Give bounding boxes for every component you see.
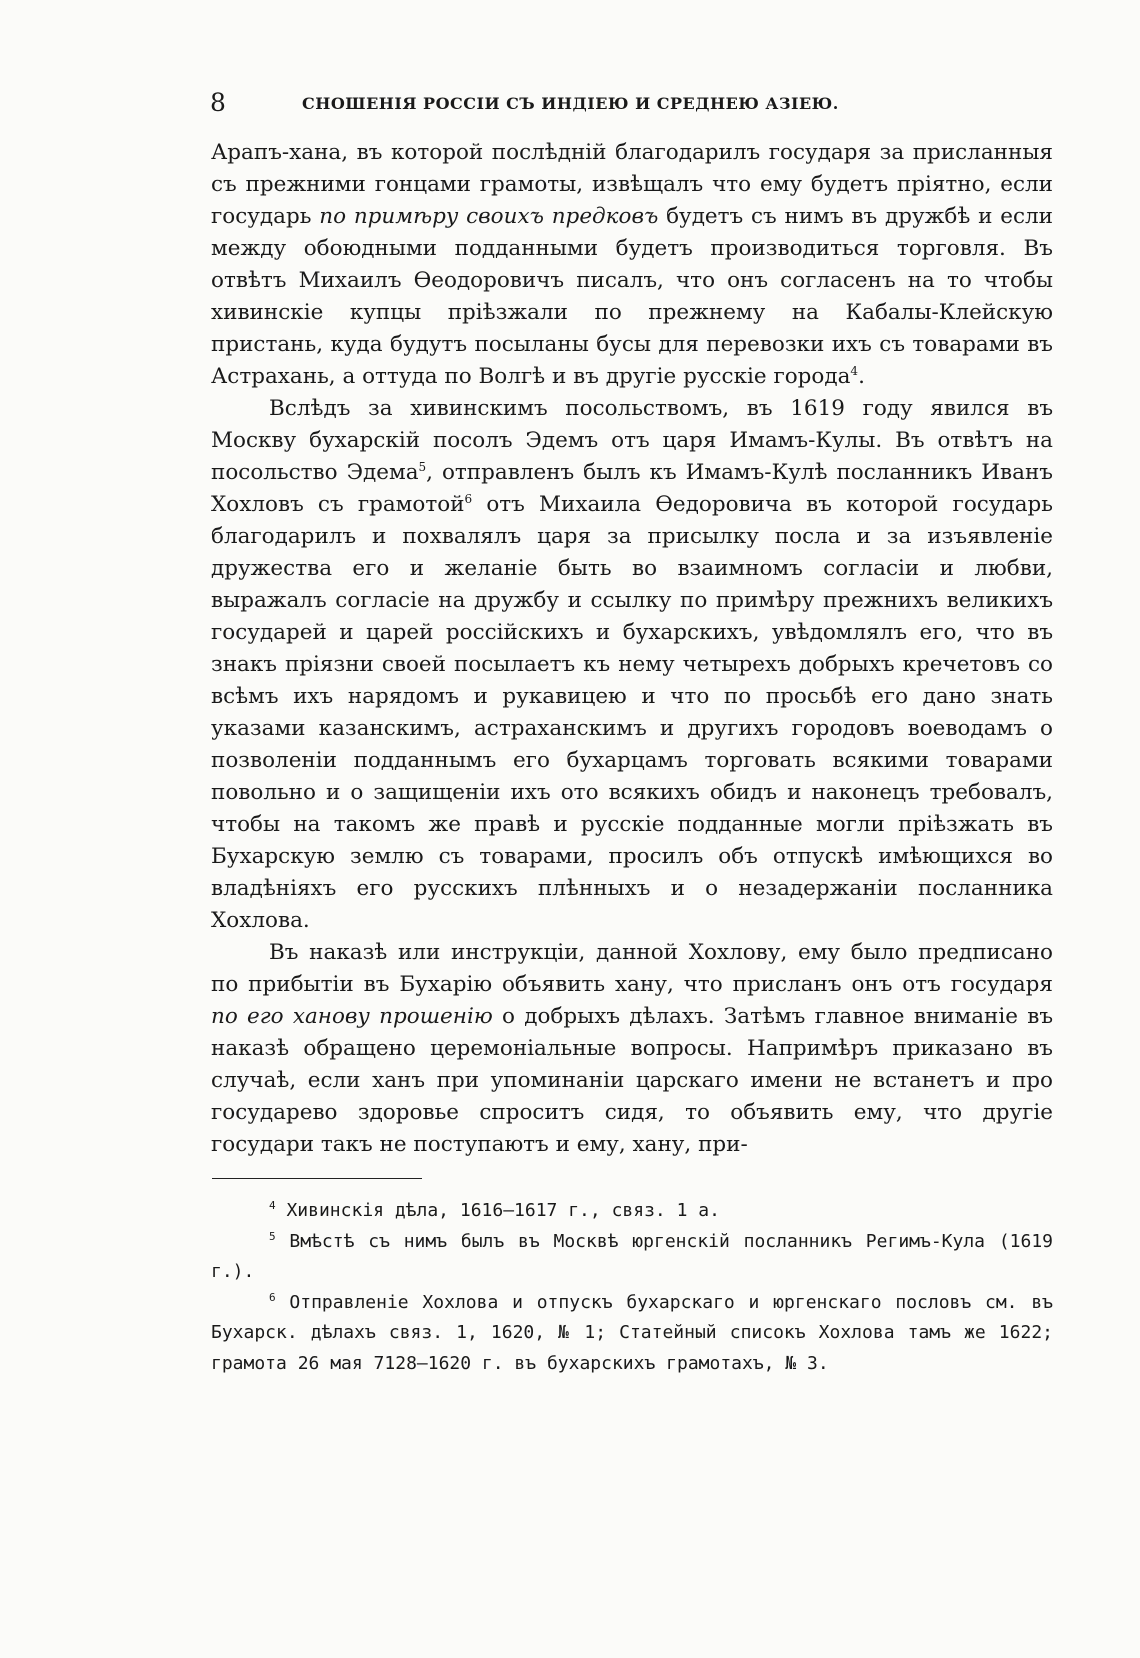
running-title: СНОШЕНІЯ РОССІИ СЪ ИНДІЕЮ И СРЕДНЕЮ АЗІЕЮ. bbox=[302, 94, 839, 113]
text-run: , отправленъ былъ къ Имамъ-Кулѣ посланникъ Иванъ Хохловъ съ грамотой bbox=[211, 460, 1053, 517]
text-run: о добрыхъ дѣлахъ. Затѣмъ главное вниманіе въ наказѣ обращено церемоніальные вопросы. Напримѣръ приказано въ случаѣ, если ханъ при упоминаніи царскаго имени не встанетъ и про государево здоровье спроситъ сидя, то объявить ему, что другіе государи такъ не поступаютъ и ему, хану, при- bbox=[211, 1004, 1053, 1157]
page-number: 8 bbox=[210, 88, 226, 117]
footnote-5 bbox=[211, 1227, 1053, 1288]
footnote-ref-5: 5 bbox=[418, 459, 427, 474]
footnote-ref-6: 6 bbox=[464, 491, 473, 506]
paragraph-3 bbox=[211, 937, 1053, 1161]
text-run: отъ Михаила Ѳедоровича въ которой государь благодарилъ и похвалялъ царя за присылку посла и за изъявленіе дружества его и желаніе быть во взаимномъ согласіи и любви, выражалъ согласіе на дружбу и ссылку по примѣру прежнихъ великихъ государей и царей россійскихъ и бухарскихъ, увѣдомлялъ его, что въ знакъ пріязни своей посылаетъ къ нему четырехъ добрыхъ кречетовъ со всѣмъ ихъ нарядомъ и рукавицею и что по просьбѣ его дано знать указами казанскимъ, астраханскимъ и другихъ городовъ воеводамъ о позволеніи подданнымъ его бухарцамъ торговать всякими товарами повольно и о защищеніи ихъ ото всякихъ обидъ и наконецъ требовалъ, чтобы на такомъ же правѣ и русскіе подданные могли пріѣзжать въ Бухарскую землю съ товарами, просилъ объ отпускѣ имѣющихся во владѣніяхъ его русскихъ плѣнныхъ и о незадержаніи посланника Хохлова. bbox=[211, 492, 1053, 933]
footnote-mark: 4 bbox=[269, 1199, 276, 1212]
footnote-6 bbox=[211, 1288, 1053, 1380]
italic-phrase: по его ханову прошенію bbox=[211, 1004, 493, 1029]
footnotes bbox=[211, 1196, 1053, 1379]
text-run: Вслѣдъ за хивинскимъ посольствомъ, въ 1619 году явился въ Москву бухарскій посолъ Эдемъ отъ царя Имамъ-Кулы. Въ отвѣтъ на посольство Эдема bbox=[211, 396, 1053, 485]
paragraph-1 bbox=[211, 137, 1053, 393]
paragraph-2 bbox=[211, 393, 1053, 937]
footnote-mark: 6 bbox=[269, 1290, 276, 1304]
footnote-4 bbox=[211, 1196, 1053, 1227]
page-header bbox=[210, 88, 930, 118]
main-text bbox=[211, 137, 1053, 1161]
footnote-ref-4: 4 bbox=[850, 363, 859, 378]
footnote-mark: 5 bbox=[269, 1229, 276, 1243]
footnote-text: Хивинскія дѣла, 1616—1617 г., связ. 1 а. bbox=[275, 1200, 720, 1221]
footnote-text: Вмѣстѣ съ нимъ былъ въ Москвѣ юргенскій посланникъ Регимъ-Кула (1619 г.). bbox=[211, 1230, 1053, 1282]
italic-phrase: по примѣру своихъ предковъ bbox=[319, 204, 659, 229]
footnote-text: Отправленіе Хохлова и отпускъ бухарскаго и юргенскаго пословъ см. въ Бухарск. дѣлахъ связ. 1, 1620, № 1; Статейный списокъ Хохлова тамъ же 1622; грамота 26 мая 7128—1620 г. въ бухарскихъ грамотахъ, № 3. bbox=[211, 1291, 1053, 1374]
text-run: . bbox=[858, 364, 865, 389]
footnote-divider bbox=[212, 1178, 422, 1179]
text-run: Арапъ-хана, въ которой послѣдній благодарилъ государя за присланныя съ прежними гонцами грамоты, извѣщалъ что ему будетъ пріятно, если государь bbox=[211, 140, 1053, 229]
text-run: Въ наказѣ или инструкціи, данной Хохлову, ему было предписано по прибытіи въ Бухарію объявить хану, что присланъ онъ отъ государя bbox=[211, 940, 1053, 997]
text-run: будетъ съ нимъ въ дружбѣ и если между обоюдными подданными будетъ производиться торговля. Въ отвѣтъ Михаилъ Ѳеодоровичъ писалъ, что онъ согласенъ на то чтобы хивинскіе купцы пріѣзжали по прежнему на Кабалы-Клейскую пристань, куда будутъ посыланы бусы для перевозки ихъ съ товарами въ Астрахань, а оттуда по Волгѣ и въ другіе русскіе города bbox=[211, 204, 1053, 389]
